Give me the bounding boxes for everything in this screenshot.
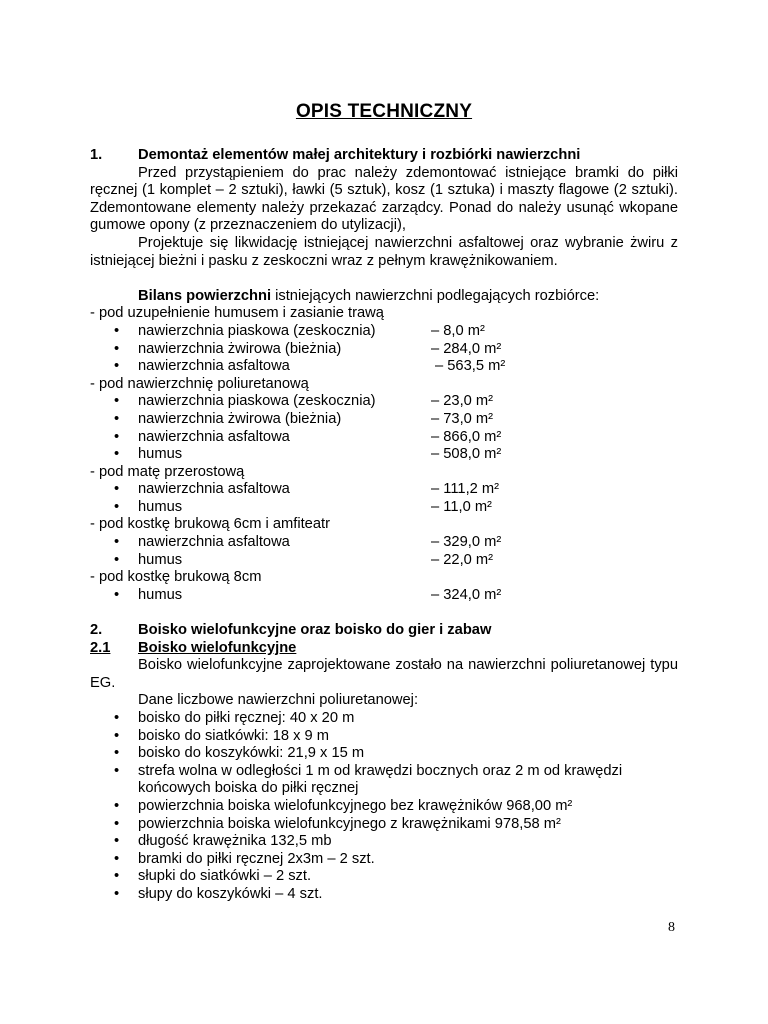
bilans-heading-rest: istniejących nawierzchni podlegających rozbiórce: — [271, 287, 600, 304]
paragraph: Boisko wielofunkcyjne zaprojektowane zostało na nawierzchni poliuretanowej typu EG. — [90, 657, 678, 691]
list-item: • długość krawężnika 132,5 mb — [90, 833, 678, 851]
item-name: • nawierzchnia żwirowa (bieżnia) — [138, 340, 342, 357]
list-item: • powierzchnia boiska wielofunkcyjnego z krawężnikami 978,58 m² — [90, 816, 678, 834]
section-1-heading — [90, 147, 678, 165]
group-label: - pod matę przerostową — [90, 463, 245, 480]
section-2-heading — [90, 622, 678, 640]
item-name: • nawierzchnia asfaltowa — [138, 534, 290, 551]
bullet-list — [90, 587, 678, 605]
document-title: OPIS TECHNICZNY — [295, 101, 473, 122]
item-value: – 23,0 m² — [431, 393, 494, 410]
list-item — [90, 323, 678, 341]
group-label: - pod kostkę brukową 6cm i amfiteatr — [90, 516, 330, 533]
item-value: – 324,0 m² — [431, 586, 502, 603]
section-number: 2. — [90, 622, 103, 639]
list-item — [90, 446, 678, 464]
item-name: • nawierzchnia piaskowa (zeskocznia) — [138, 393, 376, 410]
list-item: • strefa wolna w odległości 1 m od krawędzi bocznych oraz 2 m od krawędzi końcowych boiska do piłki ręcznej — [90, 763, 678, 798]
list-item — [90, 534, 678, 552]
bullet-list — [90, 710, 678, 904]
list-item: • słupki do siatkówki – 2 szt. — [90, 868, 678, 886]
paragraph: Projektuje się likwidację istniejącej nawierzchni asfaltowej oraz wybranie żwiru z istniejącej bieżni i pasku z zeskoczni wraz z pełnym krawężnikowaniem. — [90, 234, 678, 269]
bilans-heading — [90, 288, 678, 306]
list-item — [90, 499, 678, 517]
section-number: 1. — [90, 147, 103, 163]
list-item — [90, 341, 678, 359]
subsection-number: 2.1 — [90, 639, 111, 656]
item-value: – 11,0 m² — [431, 498, 492, 515]
list-item — [90, 358, 678, 376]
paragraph: Przed przystąpieniem do prac należy zdemontować istniejące bramki do piłki ręcznej (1 komplet – 2 sztuki), ławki (5 sztuk), kosz (1 sztuka) i maszty flagowe (2 sztuki). Zdemontowane elementy należy przekazać zarządcy. Ponad do należy usunąć wkopane gumowe opony (z przeznaczeniem do utylizacji), — [90, 164, 678, 234]
group-label: - pod nawierzchnię poliuretanową — [90, 375, 309, 392]
item-name: • humus — [138, 551, 183, 568]
list-item — [90, 393, 678, 411]
list-item — [90, 411, 678, 429]
subsection-2-1-heading — [90, 640, 678, 658]
list-item — [90, 587, 678, 605]
item-value: – 329,0 m² — [431, 534, 502, 551]
item-name: • nawierzchnia żwirowa (bieżnia) — [138, 410, 342, 427]
item-value: – 22,0 m² — [431, 551, 494, 568]
paragraph: Dane liczbowe nawierzchni poliuretanowej: — [138, 692, 419, 709]
list-item — [90, 481, 678, 499]
list-item: • boisko do piłki ręcznej: 40 x 20 m — [90, 710, 678, 728]
item-name: • nawierzchnia asfaltowa — [138, 358, 290, 375]
page-number: 8 — [668, 920, 675, 935]
bilans-heading-bold: Bilans powierzchni — [138, 287, 272, 304]
list-item — [90, 552, 678, 570]
document-body — [90, 147, 678, 904]
section-title: Demontaż elementów małej architektury i rozbiórki nawierzchni — [138, 147, 581, 163]
item-name: • humus — [138, 446, 183, 463]
list-item: • boisko do koszykówki: 21,9 x 15 m — [90, 745, 678, 763]
list-item: • powierzchnia boiska wielofunkcyjnego bez krawężników 968,00 m² — [90, 798, 678, 816]
list-item: • boisko do siatkówki: 18 x 9 m — [90, 728, 678, 746]
item-value: – 866,0 m² — [431, 428, 502, 445]
list-item — [90, 429, 678, 447]
item-name: • nawierzchnia asfaltowa — [138, 428, 290, 445]
item-name: • nawierzchnia asfaltowa — [138, 481, 290, 498]
group-label: - pod kostkę brukową 8cm — [90, 569, 262, 586]
item-name: • humus — [138, 498, 183, 515]
bullet-list — [90, 393, 678, 463]
group-label: - pod uzupełnienie humusem i zasianie trawą — [90, 305, 384, 322]
bullet-list — [90, 323, 678, 376]
list-item: • bramki do piłki ręcznej 2x3m – 2 szt. — [90, 851, 678, 869]
bullet-list — [90, 534, 678, 569]
item-value: – 508,0 m² — [431, 446, 502, 463]
item-value: – 563,5 m² — [435, 358, 506, 375]
list-item: • słupy do koszykówki – 4 szt. — [90, 886, 678, 904]
item-name: • humus — [138, 586, 183, 603]
item-value: – 284,0 m² — [431, 340, 502, 357]
item-value: – 111,2 m² — [431, 481, 500, 498]
bullet-list — [90, 481, 678, 516]
item-value: – 8,0 m² — [431, 322, 485, 339]
item-value: – 73,0 m² — [431, 410, 494, 427]
subsection-title: Boisko wielofunkcyjne — [138, 639, 297, 656]
section-title: Boisko wielofunkcyjne oraz boisko do gier i zabaw — [138, 622, 492, 639]
item-name: • nawierzchnia piaskowa (zeskocznia) — [138, 322, 376, 339]
